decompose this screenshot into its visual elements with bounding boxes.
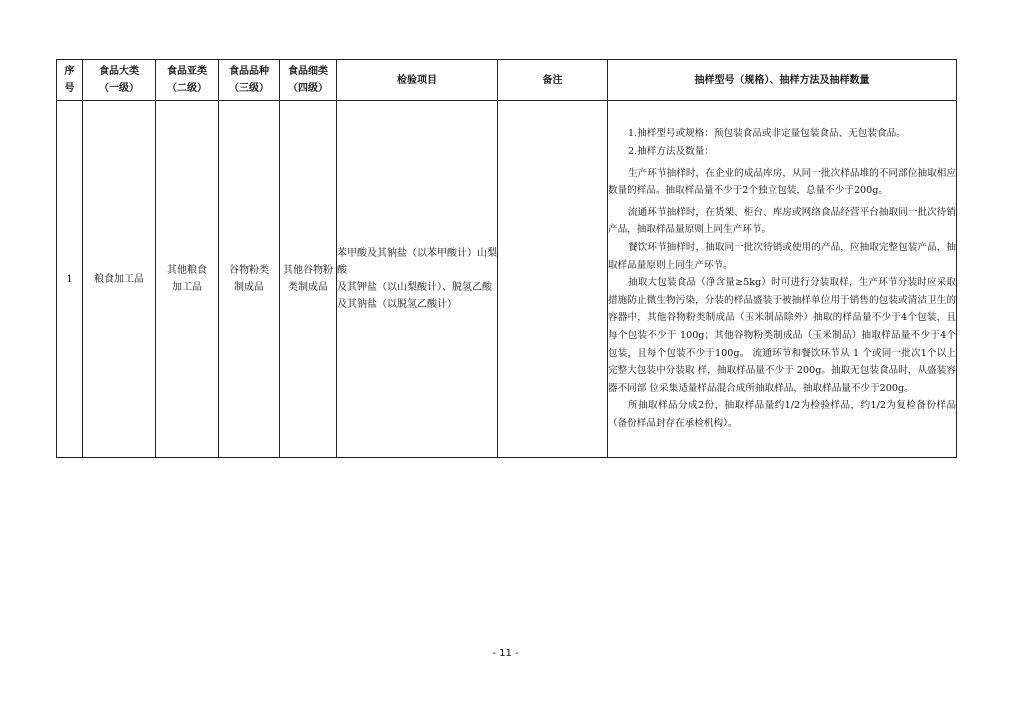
cat2-line2: 加工品 bbox=[172, 282, 202, 293]
cat3-line1: 谷物粉类 bbox=[229, 265, 269, 276]
cat3-line2: 制成品 bbox=[234, 282, 264, 293]
method-production-paragraph: 生产环节抽样时，在企业的成品库房，从同一批次样品堆的不同部位抽取相应数量的样品。抽取样品量不少于2个独立包装，总量不少于200g。 bbox=[608, 167, 956, 197]
method-bulk-paragraph: 抽取大包装食品（净含量≥5kg）时可进行分装取样，生产环节分装时应采取措施防止微生物污染，分装的样品盛装于被抽样单位用于销售的包装或清洁卫生的容器中，其他谷物粉类制成品（玉米制品除外）抽取的样品量不少于4个包装，且每个包装不少于 100g；其他谷物粉类制成品（玉米制品）抽取样品量不少于4个包装，且每个包装不少于100g。 流通环节和餐饮环节从 1 个或同一批次1个以上完整大包装中分装取 样，抽取样品量不少于 200g。抽取无包装食品时，从盛装容器不同部 位采集适量样品混合成所抽取样品，抽取样品量不少于200g。 bbox=[608, 277, 956, 394]
method-heading-paragraph: 2.抽样方法及数量： bbox=[628, 146, 714, 158]
cell-test-items bbox=[337, 101, 498, 458]
cell-category-level4 bbox=[280, 101, 337, 458]
method-circulation-paragraph: 流通环节抽样时，在货架、柜台、库房或网络食品经营平台抽取同一批次待销产品，抽取样品量原则上同生产环节。 bbox=[608, 206, 956, 236]
header-category-level2 bbox=[156, 60, 219, 101]
header-category-level3 bbox=[219, 60, 280, 101]
header-row bbox=[57, 60, 957, 101]
header-seq bbox=[57, 60, 83, 101]
header-seq-line1: 序 bbox=[64, 66, 75, 77]
cell-category-level1: 粮食加工品 bbox=[83, 101, 156, 458]
header-cat4-line1: 食品细类 bbox=[288, 66, 328, 77]
header-cat3-line2: （三级） bbox=[229, 83, 269, 94]
header-cat4-line2: （四级） bbox=[288, 83, 328, 94]
cat2-line1: 其他粮食 bbox=[167, 265, 207, 276]
header-cat1-line2: （一级） bbox=[99, 83, 139, 94]
cell-seq: 1 bbox=[57, 101, 83, 458]
header-sampling-method: 抽样型号（规格）、抽样方法及抽样数量 bbox=[608, 60, 957, 101]
header-seq-line2: 号 bbox=[64, 83, 75, 94]
page-number: - 11 - bbox=[492, 648, 519, 659]
cell-category-level3 bbox=[219, 101, 280, 458]
header-cat1-line1: 食品大类 bbox=[99, 66, 139, 77]
test-items-line2: 及其钾盐（以山梨酸计）、脱氢乙酸 bbox=[337, 282, 492, 293]
header-notes: 备注 bbox=[498, 60, 608, 101]
header-cat2-line1: 食品亚类 bbox=[167, 66, 207, 77]
method-split-paragraph: 所抽取样品分成2份，抽取样品量约1/2为检验样品，约1/2为复检备份样品（备份样品封存在承检机构）。 bbox=[608, 400, 956, 429]
header-cat3-line1: 食品品种 bbox=[229, 66, 269, 77]
header-cat2-line2: （二级） bbox=[167, 83, 207, 94]
method-catering-paragraph: 餐饮环节抽样时，抽取同一批次待销或使用的产品，应抽取完整包装产品，抽取样品量原则上同生产环节。 bbox=[608, 242, 956, 271]
header-category-level1 bbox=[83, 60, 156, 101]
sampling-table bbox=[56, 59, 957, 458]
header-category-level4 bbox=[280, 60, 337, 101]
cell-notes bbox=[498, 101, 608, 458]
cat4-line2: 类制成品 bbox=[288, 282, 328, 293]
cell-category-level2 bbox=[156, 101, 219, 458]
header-test-items: 检验项目 bbox=[337, 60, 498, 101]
test-items-line1: 苯甲酸及其钠盐（以苯甲酸计）山梨酸 bbox=[337, 248, 497, 276]
test-items-line3: 及其钠盐（以脱氢乙酸计） bbox=[337, 299, 457, 310]
cat4-line1: 其他谷物粉 bbox=[283, 265, 333, 276]
method-spec-paragraph: 1.抽样型号或规格：预包装食品或非定量包装食品、无包装食品。 bbox=[628, 128, 906, 140]
table-row bbox=[57, 101, 957, 458]
cell-sampling-method bbox=[608, 101, 957, 458]
